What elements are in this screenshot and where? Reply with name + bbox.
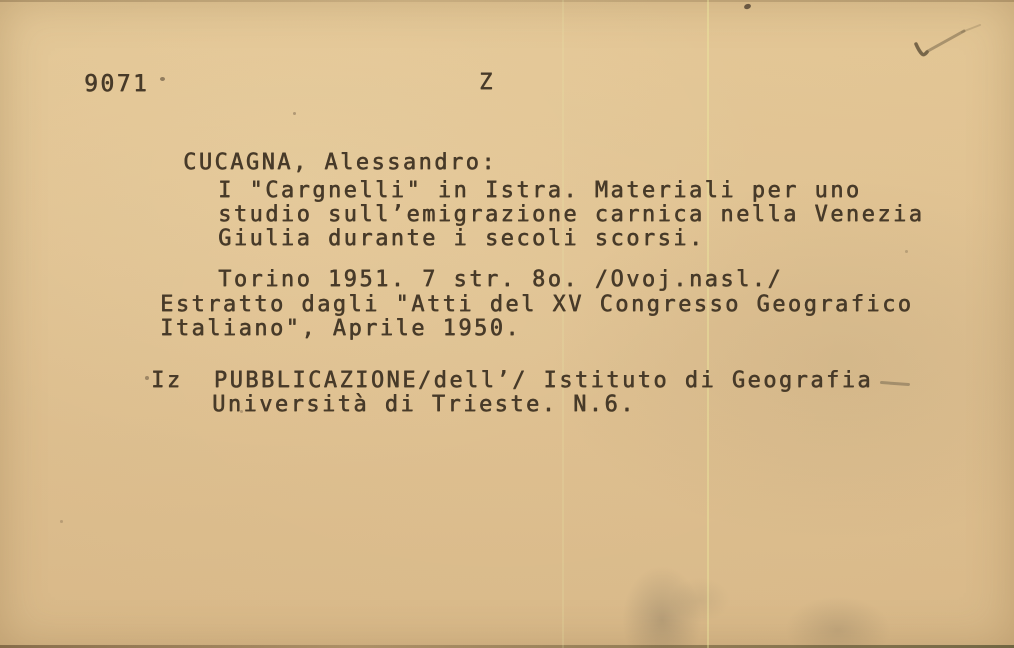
paper-speck — [743, 3, 751, 10]
title-line: Giulia durante i secoli scorsi. — [218, 226, 705, 251]
imprint-line: Italiano", Aprile 1950. — [160, 316, 521, 341]
title-line: I "Cargnelli" in Istra. Materiali per uno — [218, 178, 862, 203]
pencil-checkmark-icon — [908, 22, 988, 62]
author-heading: CUCAGNA, Alessandro: — [183, 150, 497, 175]
imprint-line: Estratto dagli "Atti del XV Congresso Geografico — [160, 292, 914, 317]
scan-artifact-line — [562, 0, 564, 648]
call-number: 9071 — [84, 71, 150, 97]
paper-speck — [905, 250, 908, 253]
imprint-line: Torino 1951. 7 str. 8o. /Ovoj.nasl./ — [218, 267, 784, 292]
shelf-letter: Z — [479, 70, 495, 95]
paper-speck — [293, 112, 296, 115]
scan-edge-top — [0, 0, 1014, 2]
title-line: studio sull’emigrazione carnica nella Venezia — [218, 202, 925, 227]
paper-speck — [160, 77, 165, 81]
series-line: Università di Trieste. N.6. — [212, 392, 636, 417]
paper-speck — [240, 410, 243, 413]
scan-artifact-line — [707, 0, 709, 648]
pencil-dash-mark — [880, 381, 910, 386]
paper-speck — [145, 376, 149, 380]
series-line: Iz PUBBLICAZIONE/dell’/ Istituto di Geografia — [151, 368, 873, 393]
paper-speck — [60, 520, 63, 523]
